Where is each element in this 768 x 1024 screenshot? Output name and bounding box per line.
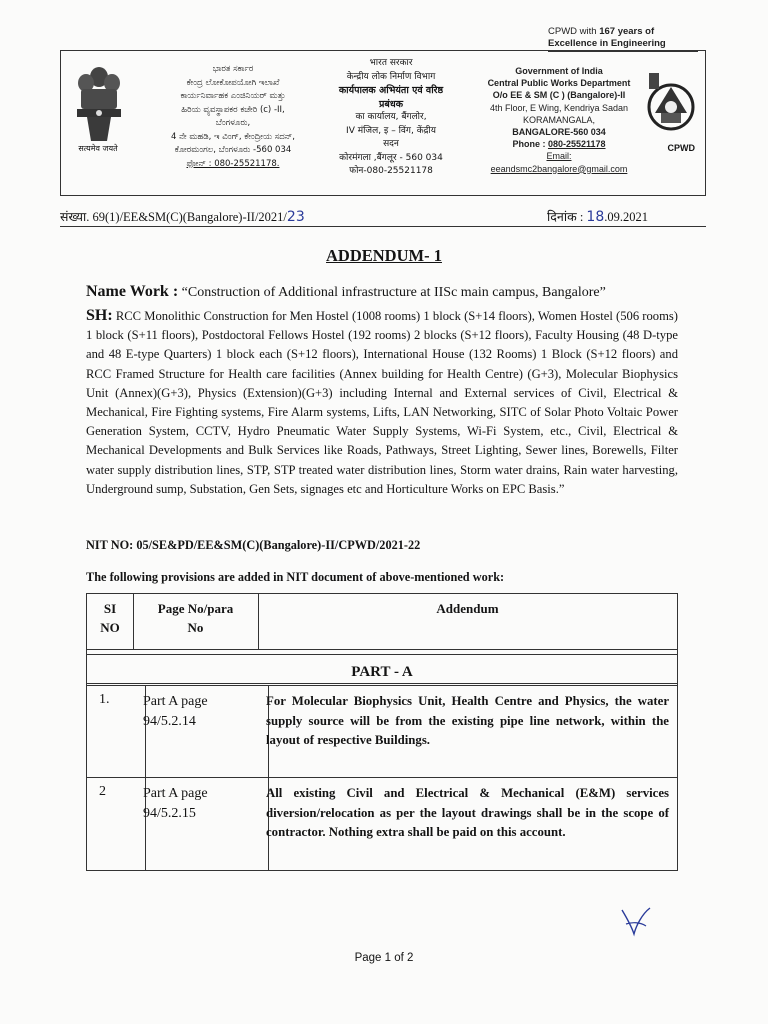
part-a-row: [87, 650, 677, 686]
header-page-no: [133, 594, 259, 649]
handwritten-number: 23: [286, 209, 305, 225]
row-para-line: 94/5.2.14: [143, 714, 196, 729]
email-link[interactable]: eeandsmc2bangalore@gmail.com: [490, 163, 628, 174]
emblem-motto: सत्यमेव जयते: [78, 144, 118, 153]
hindi-line: प्रबंधक: [379, 98, 403, 110]
english-address: [469, 65, 649, 175]
phone-label: Phone :: [512, 139, 546, 150]
hindi-line: भारत सरकार: [369, 58, 413, 68]
kannada-line: 4 ನೇ ಮಹಡಿ, ಇ ವಿಂಗ್, ಕೇಂದ್ರೀಯ ಸದನ್,: [171, 131, 295, 142]
kannada-line: ಕೋರಮಂಗಲ, ಬೆಂಗಳೂರು -560 034: [174, 145, 292, 155]
header-page-line: Page No/para: [157, 601, 234, 616]
row-page-line: Part A page: [143, 694, 208, 709]
part-a-label: PART - A: [87, 654, 677, 684]
header-addendum: [258, 594, 677, 618]
sh-text: RCC Monolithic Construction for Men Hostel (1008 rooms) 1 block (S+14 floors), Women Hostel (506 rooms) 1 block (S+11 floors), Postdoctoral Fellows Hostel (192 rooms) 2 blocks (S+12 floors), Faculty Housing (48 D-type and 48 E-type Quarters) 1 block each (S+12 floors), International House (132 Rooms) 1 Block (S+12 floors) and RCC Framed Structure for Health care facilities (Annex building for Health Centre) (G+3), Molecular Biophysics Unit (Annex)(G+3), Physics (Extension)(G+3) including Internal and External services of Civil, Electrical & Mechanical, Fire Fighting systems, Fire Alarm systems, Lifts, LAN Networking, SITC of Solar Photo Voltaic Power Generation System, CCTV, Hydro Pneumatic Water Supply Systems, Wi-Fi System, etc., Civil, Electrical & Mechanical Developments and Bulk Services like Roads, Pathways, Street Lighting, Sewer lines, Borewells, Filter water supply distribution lines, STP, STP treated water distribution lines, Storm water drains, Rain water harvesting, Underground sump, Substation, Gen Sets, signages etc and Horticulture Works on EPC Basis.”: [86, 309, 678, 496]
kannada-line: ಭಾರತ ಸರ್ಕಾರ: [212, 64, 254, 74]
kannada-line: ಬೆಂಗಳೂರು,: [215, 118, 251, 128]
english-line: Government of India: [515, 66, 603, 76]
cpwd-tagline: [548, 26, 698, 52]
letterhead: [60, 50, 706, 196]
cpwd-label: CPWD: [667, 143, 695, 153]
kannada-line: ಕೇಂದ್ರ ಲೋಕೋಪಯೋಗಿ ಇಲಾಖೆ: [186, 77, 280, 88]
hindi-line: का कार्यालय, बैंगलोर,: [355, 112, 427, 122]
email-label: Email:: [546, 151, 572, 162]
hindi-line: कार्यपालक अभियंता एवं वरिष्ठ: [338, 85, 444, 96]
tagline-prefix: CPWD with: [548, 26, 597, 37]
row-page: [133, 778, 269, 870]
row-number: 1.: [87, 686, 146, 777]
date-suffix: .09.2021: [604, 210, 648, 224]
english-line: 4th Floor, E Wing, Kendriya Sadan: [489, 102, 629, 113]
reference-line: [60, 204, 706, 227]
row-number: 2: [87, 778, 146, 870]
header-sl-no: [87, 594, 134, 649]
cpwd-logo-icon: [645, 69, 697, 149]
row-page-line: Part A page: [143, 786, 208, 801]
row-addendum-text: For Molecular Biophysics Unit, Health Centre and Physics, the water supply source will be from the existing pipe line network, within the layout of respective Buildings.: [266, 694, 669, 747]
addendum-table: [86, 593, 678, 871]
reference-number: [60, 208, 305, 225]
hindi-line: केन्द्रीय लोक निर्माण विभाग: [346, 71, 436, 82]
tagline-years: 167 years of: [599, 26, 655, 37]
table-row: [87, 686, 677, 778]
sub-head: [86, 306, 678, 499]
reference-prefix: संख्या. 69(1)/EE&SM(C)(Bangalore)-II/2021/: [60, 210, 287, 224]
nit-number: NIT NO: 05/SE&PD/EE&SM(C)(Bangalore)-II/CPWD/2021-22: [86, 538, 421, 552]
document-title: ADDENDUM- 1: [326, 246, 442, 265]
row-addendum-text: All existing Civil and Electrical & Mechanical (E&M) services diversion/relocation as per the layout drawings shall be in the scope of contractor. Nothing extra shall be paid on this account.: [266, 786, 669, 839]
header-sl-line: SI: [103, 601, 117, 616]
header-addendum-label: Addendum: [436, 601, 499, 616]
header-page-no-line: No: [187, 620, 204, 635]
national-emblem-icon: [71, 61, 127, 149]
hindi-line: फोन-080-25521178: [349, 166, 433, 176]
header-no-line: NO: [100, 620, 120, 635]
reference-date: [547, 208, 648, 225]
kannada-line: ಕಾರ್ಯನಿರ್ವಾಹಕ ಎಂಜಿನಿಯರ್ ಮತ್ತು: [180, 91, 286, 101]
tagline-excellence: Excellence in Engineering: [548, 38, 666, 49]
phone-number: 080-25521178: [547, 139, 606, 150]
english-line: KORAMANGALA,: [522, 114, 596, 125]
kannada-line: ಫೋನ್ : 080-25521178.: [186, 158, 280, 169]
provisions-intro: The following provisions are added in NIT document of above-mentioned work:: [86, 570, 505, 584]
english-line: O/o EE & SM (C ) (Bangalore)-II: [492, 90, 626, 101]
row-para-line: 94/5.2.15: [143, 806, 196, 821]
hindi-line: कोरमंगला ,बैंगलूर - 560 034: [339, 152, 443, 163]
sh-label: SH:: [86, 307, 113, 324]
kannada-line: ಹಿರಿಯ ವ್ಯವಸ್ಥಾಪಕರ ಕಚೇರಿ (c) -II,: [181, 104, 285, 115]
page-footer: Page 1 of 2: [354, 952, 414, 964]
table-row: [87, 778, 677, 870]
name-work-label: Name Work :: [86, 283, 179, 300]
english-line: BANGALORE-560 034: [512, 127, 606, 138]
row-page: [133, 686, 269, 777]
name-work-text: “Construction of Additional infrastructure at IISc main campus, Bangalore”: [181, 285, 606, 300]
hindi-line: सदन: [383, 139, 399, 149]
initials-signature-icon: [618, 904, 654, 938]
hindi-address: [311, 57, 471, 179]
handwritten-day: 18: [586, 209, 605, 225]
phone-line: [469, 138, 649, 150]
date-label: दिनांक :: [547, 210, 584, 224]
table-header-row: [87, 594, 677, 650]
english-line: Central Public Works Department: [487, 78, 631, 89]
kannada-address: [143, 63, 323, 171]
name-work: [86, 283, 686, 301]
hindi-line: IV मंजिल, इ – विंग, केंद्रीय: [346, 125, 436, 136]
